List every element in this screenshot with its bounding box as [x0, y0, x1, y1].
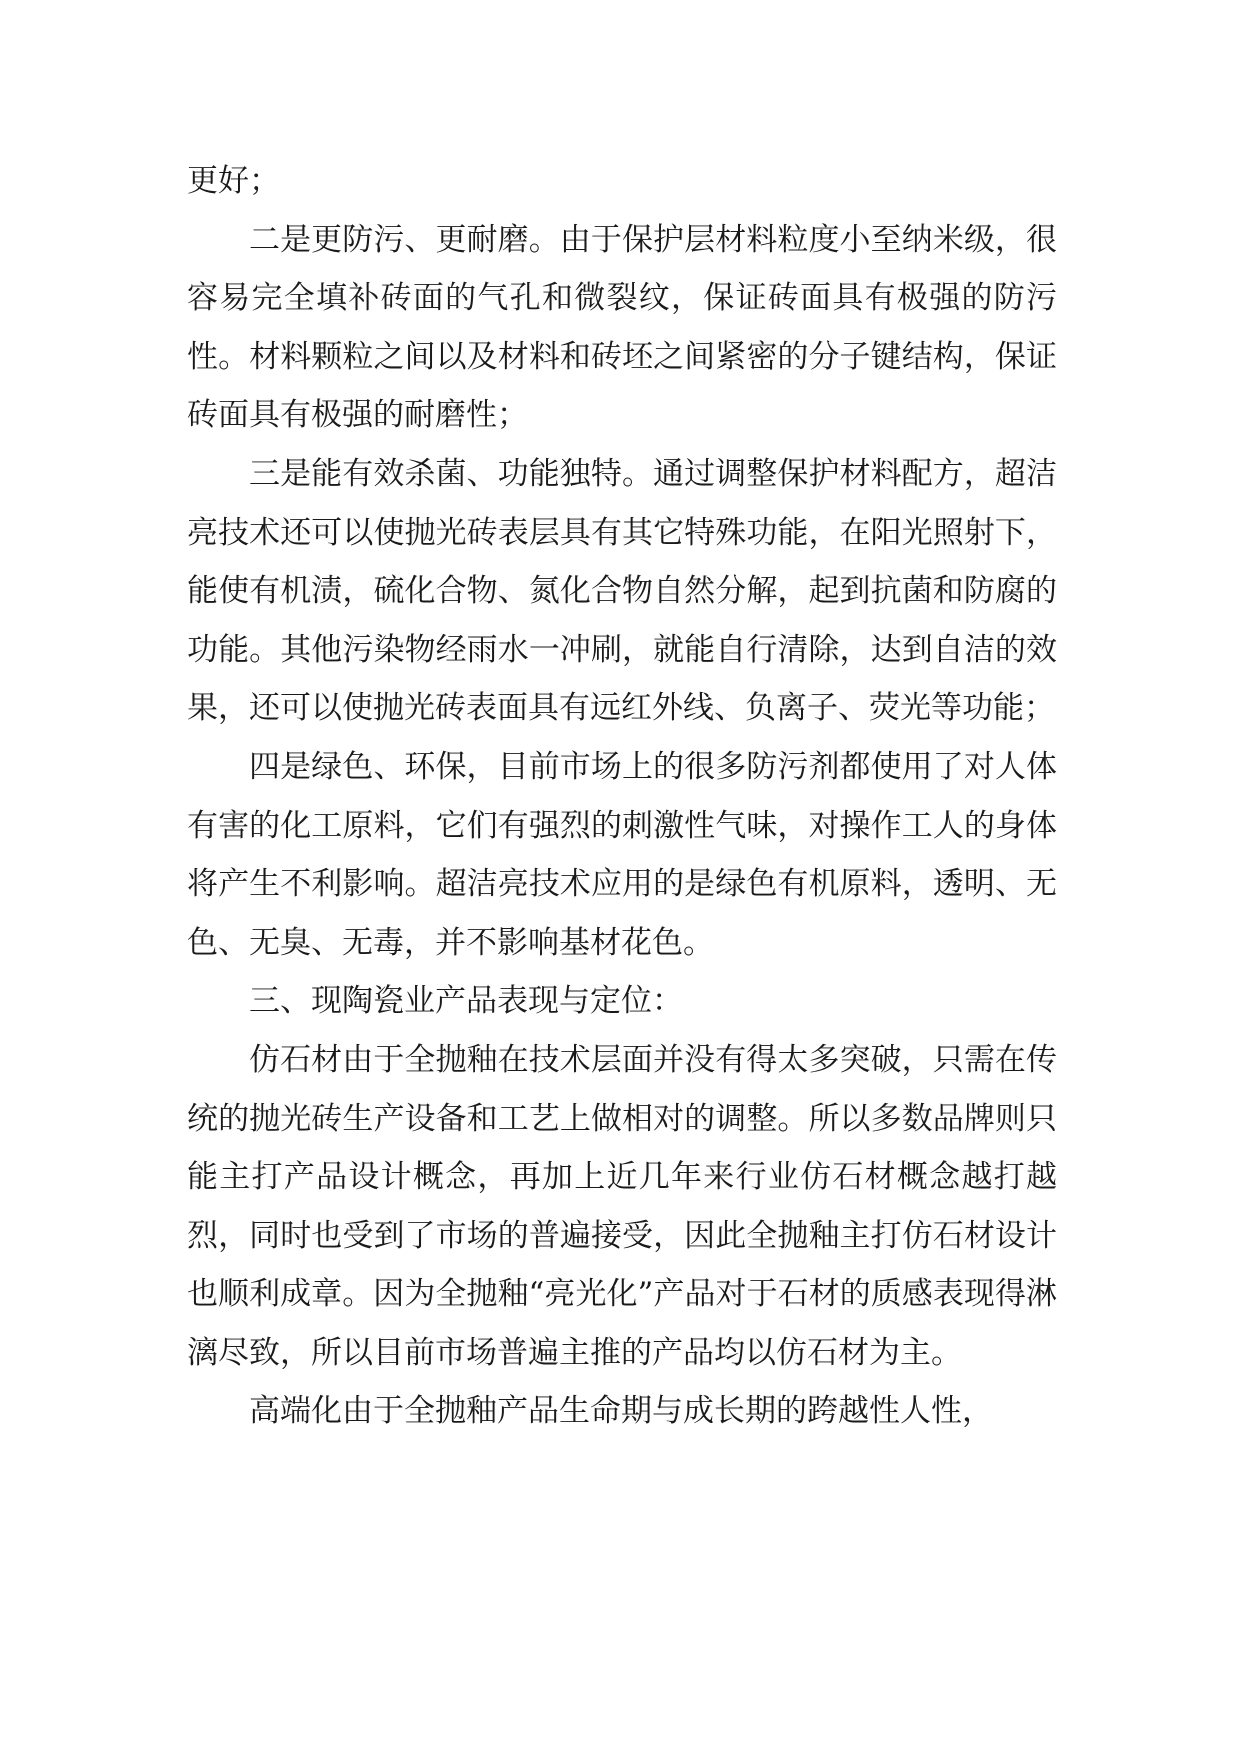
paragraph-green-environmental: 四是绿色、环保，目前市场上的很多防污剂都使用了对人体有害的化工原料，它们有强烈的刺激性气味，对操作工人的身体将产生不利影响。超洁亮技术应用的是绿色有机原料，透明、无色、无臭、无毒，并不影响基材花色。	[187, 748, 1057, 961]
section-heading-product-positioning: 三、现陶瓷业产品表现与定位：	[249, 983, 683, 1020]
paragraph-stain-wear-resistance: 二是更防污、更耐磨。由于保护层材料粒度小至纳米级，很容易完全填补砖面的气孔和微裂纹，保证砖面具有极强的防污性。材料颗粒之间以及材料和砖坯之间紧密的分子键结构，保证砖面具有极强的耐磨性；	[187, 221, 1057, 434]
paragraph-antibacterial-function: 三是能有效杀菌、功能独特。通过调整保护材料配方，超洁亮技术还可以使抛光砖表层具有其它特殊功能，在阳光照射下，能使有机渍，硫化合物、氮化合物自然分解，起到抗菌和防腐的功能。其他污染物经雨水一冲刷，就能自行清除，达到自洁的效果，还可以使抛光砖表面具有远红外线、负离子、荧光等功能；	[187, 455, 1057, 727]
document-body	[187, 152, 1057, 1441]
paragraph-high-end: 高端化由于全抛釉产品生命期与成长期的跨越性人性，	[249, 1393, 993, 1430]
paragraph-continuation: 更好；	[187, 163, 280, 199]
paragraph-imitation-stone: 仿石材由于全抛釉在技术层面并没有得太多突破，只需在传统的抛光砖生产设备和工艺上做相对的调整。所以多数品牌则只能主打产品设计概念，再加上近几年来行业仿石材概念越打越烈，同时也受到了市场的普遍接受，因此全抛釉主打仿石材设计也顺利成章。因为全抛釉“亮光化”产品对于石材的质感表现得淋漓尽致，所以目前市场普遍主推的产品均以仿石材为主。	[187, 1041, 1057, 1371]
